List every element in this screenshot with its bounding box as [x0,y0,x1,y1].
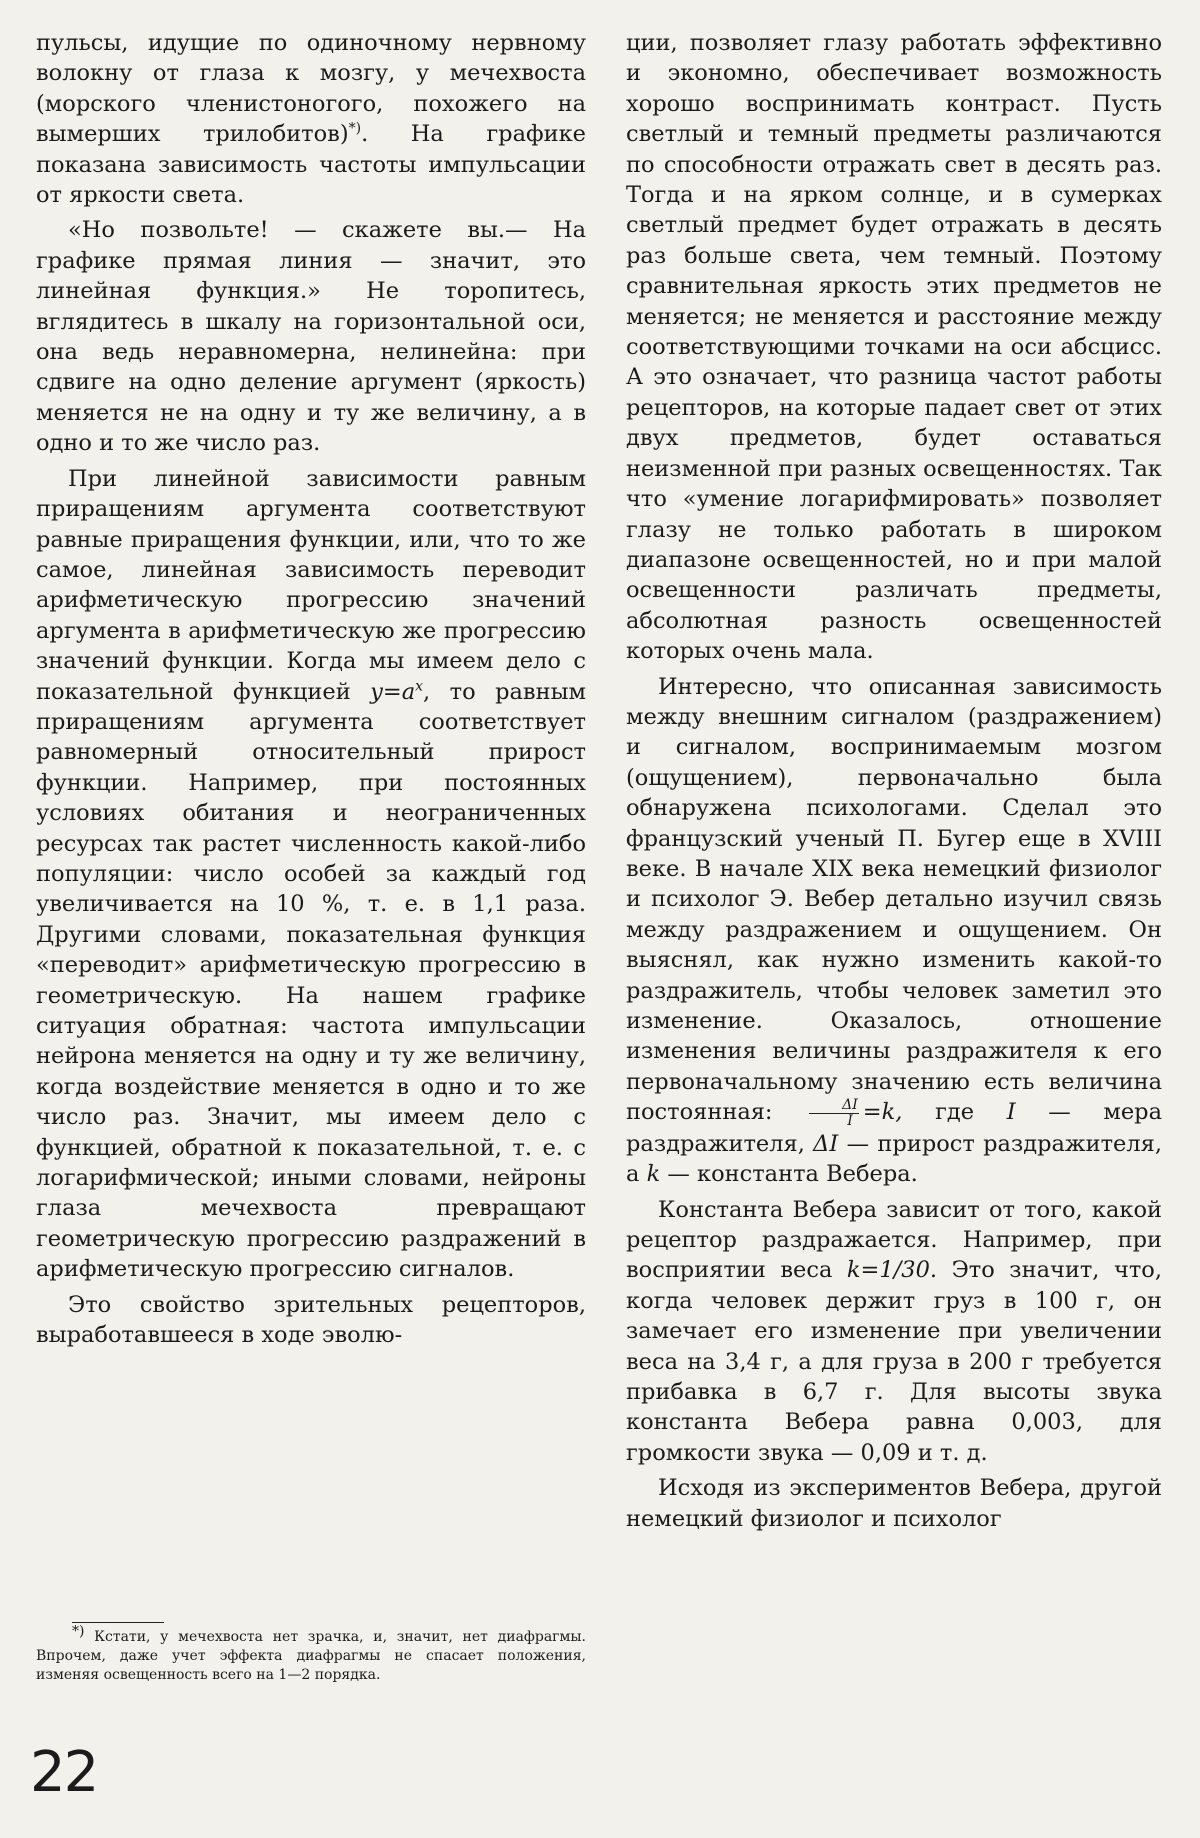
symbol-k: k [646,1161,661,1188]
paragraph-text: Интересно, что описанная зависимость между внешним сигналом (раздражением) и сигналом, воспринимаемым мозгом (ощущением), первоначально была обнаружена психологами. Сделал это французский ученый П. Бугер еще в XVIII веке. В начале XIX века немецкий физиолог и психолог Э. Вебер детально изучил связь между раздражением и ощущением. Он выяснял, как нужно изменить какой-то раздражитель, чтобы человек заметил это изменение. Оказалось, отношение изменения величины раздражителя к его первоначальному значению есть величина постоянная: [626,673,1162,1126]
paragraph [626,672,1162,1190]
paragraph-text: — прирост раздражителя, а [626,1130,1162,1188]
footnote [36,1623,586,1685]
formula-exponent: x [415,678,424,695]
paragraph-text: . Это значит, что, когда человек держит груз в 100 г, он замечает его изменение при увеличении веса на 3,4 г, а для груза в 200 г требуется прибавка в 6,7 г. Для высоты звука константа Вебера равна 0,003, для громкости звука — 0,09 и т. д. [626,1257,1162,1466]
paragraph-text: . На графике показана зависимость частоты импульсации от яркости света. [36,121,586,209]
weber-fraction [809,1098,859,1129]
formula-weber-weight: k=1/30 [846,1257,930,1284]
paragraph [626,1195,1162,1469]
footnote-text: Кстати, у мечехвоста нет зрачка, и, значит, нет диафрагмы. Впрочем, даже учет эффекта диафрагмы не спасает положения, изменяя освещенность всего на 1—2 порядка. [36,1629,586,1683]
page-number: 22 [30,1740,98,1805]
paragraph-text: — мера раздражителя, [626,1099,1162,1157]
paragraph-text: Константа Вебера зависит от того, какой рецептор раздражается. Например, при восприятии веса [626,1196,1162,1284]
formula-exponential [370,679,423,705]
paragraph: «Но позвольте! — скажете вы.— На графике прямая линия — значит, это линейная функция.» Не торопитесь, вглядитесь в шкалу на горизонтальной оси, она ведь неравномерна, нелинейна: при сдвиге на одно деление аргумент (яркость) меняется не на одну и ту же величину, а в одно и то же число раз. [36,217,586,457]
paragraph [36,28,586,210]
paragraph: ции, позволяет глазу работать эффективно и экономно, обеспечивает возможность хорошо воспринимать контраст. Пусть светлый и темный предметы различаются по способности отражать свет в десять раз. Тогда и на ярком солнце, и в сумерках светлый предмет будет отражать в десять раз больше света, чем темный. Поэтому сравнительная яркость этих предметов не меняется; не меняется и расстояние между соответствующими точками на оси абсцисс. А это означает, что разница частот работы рецепторов, на которые падает свет от этих двух предметов, будет оставаться неизменной при разных освещенностях. Так что «умение логарифмировать» позволяет глазу не только работать в широком диапазоне освещенностей, но и при малой освещенности различать предметы, абсолютная разность освещенностей которых очень мала. [626,30,1162,665]
paragraph-text: где [902,1099,1007,1126]
left-column [36,28,586,1350]
paragraph [36,464,586,1285]
footnote-mark: *) [72,1623,85,1640]
paragraph-text: пульсы, идущие по одиночному нервному волокну от глаза к мозгу, у мечехвоста (морского членистоногого, похожего на вымерших трилобитов) [36,30,586,148]
formula-base: y=a [370,678,416,705]
paragraph: Исходя из экспериментов Вебера, другой немецкий физиолог и психолог [626,1475,1162,1532]
paragraph-text: При линейной зависимости равным приращениям аргумента соответствуют равные приращения функции, или, что то же самое, линейная зависимость переводит арифметическую прогрессию значений аргумента в арифметическую же прогрессию значений функции. Когда мы имеем дело с показательной функцией [36,465,586,705]
formula-equals-k: =k, [862,1099,903,1126]
paragraph-text: , то равным приращениям аргумента соответствует равномерный относительный прирост функции. Например, при постоянных условиях обитания и неограниченных ресурсах так растет численность какой-либо популяции: число особей за каждый год увеличивается на 10 %, т. е. в 1,1 раза. Другими словами, показательная функция «переводит» арифметическую прогрессию в геометрическую. На нашем графике ситуация обратная: частота импульсации нейрона меняется на одну и ту же величину, когда воздействие меняется в одно и то же число раз. Значит, мы имеем дело с функцией, обратной к показательной, т. е. с логарифмической; иными словами, нейроны глаза мечехвоста превращают геометрическую прогрессию раздражений в арифметическую прогрессию сигналов. [36,678,586,1283]
symbol-I: I [1006,1099,1016,1126]
paragraph: Это свойство зрительных рецепторов, выработавшееся в ходе эволю- [36,1291,586,1349]
right-column [626,28,1162,1534]
fraction-numerator: ΔI [809,1098,859,1114]
footnote-divider [72,1622,164,1623]
footnote-reference[interactable]: *) [348,120,362,137]
fraction-denominator: I [847,1112,853,1129]
paragraph-text: — константа Вебера. [660,1161,918,1188]
symbol-delta-I: ΔI [813,1130,839,1157]
